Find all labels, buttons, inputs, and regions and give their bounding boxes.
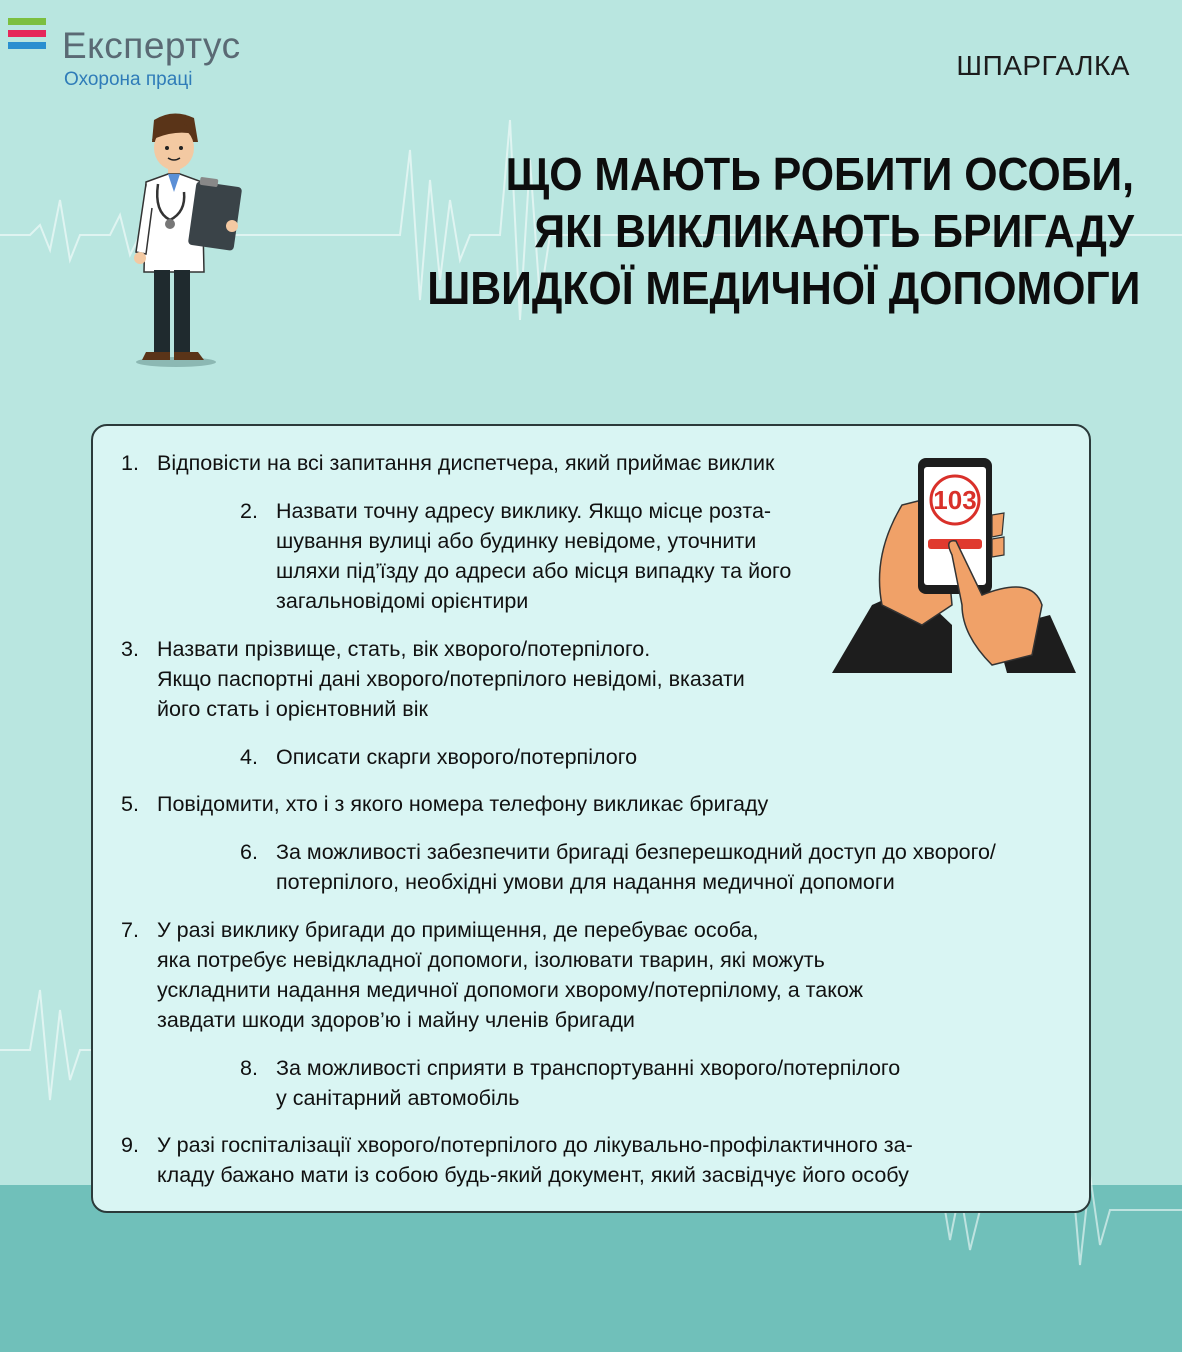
item-text: Відповісти на всі запитання диспетчера, який приймає виклик (157, 451, 775, 475)
item-text: У разі госпіталізації хворого/потерпілого до лікувально-профілактичного за- кладу бажано мати із собою будь-який документ, який засвідчує його особу (157, 1133, 913, 1187)
cheatsheet-tag: ШПАРГАЛКА (956, 50, 1130, 81)
phone-in-hand-illustration (832, 455, 1076, 673)
title-line: ШВИДКОЇ МЕДИЧНОЇ ДОПОМОГИ (427, 262, 1141, 314)
item-number: 8. (240, 1056, 258, 1080)
item-number: 3. (121, 637, 139, 661)
title-line: ЯКІ ВИКЛИКАЮТЬ БРИГАДУ (534, 205, 1134, 257)
page-title (374, 146, 1141, 317)
item-text: Повідомити, хто і з якого номера телефону викликає бригаду (157, 792, 769, 816)
item-number: 9. (121, 1133, 139, 1157)
item-number: 7. (121, 918, 139, 942)
brand-subtitle: Охорона праці (64, 69, 193, 90)
item-number: 5. (121, 792, 139, 816)
item-text: У разі виклику бригади до приміщення, де перебуває особа, яка потребує невідкладної допомоги, ізолювати тварин, які можуть ускладнити надання медичної допомоги хворому/потерпілому, а також завдати шкоди здоров’ю і майну членів бригади (157, 918, 863, 1032)
doctor-illustration (128, 112, 258, 372)
brand-name: Експертус (62, 25, 241, 66)
item-number: 6. (240, 840, 258, 864)
item-text: Назвати точну адресу виклику. Якщо місце розта- шування вулиці або будинку невідоме, уточнити шляхи під’їзду до адреси або місця випадку та його загальновідомі орієнтири (276, 499, 792, 613)
item-number: 2. (240, 499, 258, 523)
title-line: ЩО МАЮТЬ РОБИТИ ОСОБИ, (505, 148, 1134, 200)
item-text: За можливості сприяти в транспортуванні хворого/потерпілого у санітарний автомобіль (276, 1056, 901, 1110)
brand-logo[interactable] (8, 18, 241, 98)
item-number: 1. (121, 451, 139, 475)
phone-number: 103 (933, 485, 977, 515)
item-number: 4. (240, 745, 258, 769)
item-text: За можливості забезпечити бригаді безперешкодний доступ до хворого/ потерпілого, необхідні умови для надання медичної допомоги (276, 840, 996, 894)
logo-stripes-icon (8, 18, 46, 58)
item-text: Описати скарги хворого/потерпілого (276, 745, 638, 769)
item-text: Назвати прізвище, стать, вік хворого/потерпілого. Якщо паспортні дані хворого/потерпілого невідомі, вказати його стать і орієнтовний вік (157, 637, 745, 721)
